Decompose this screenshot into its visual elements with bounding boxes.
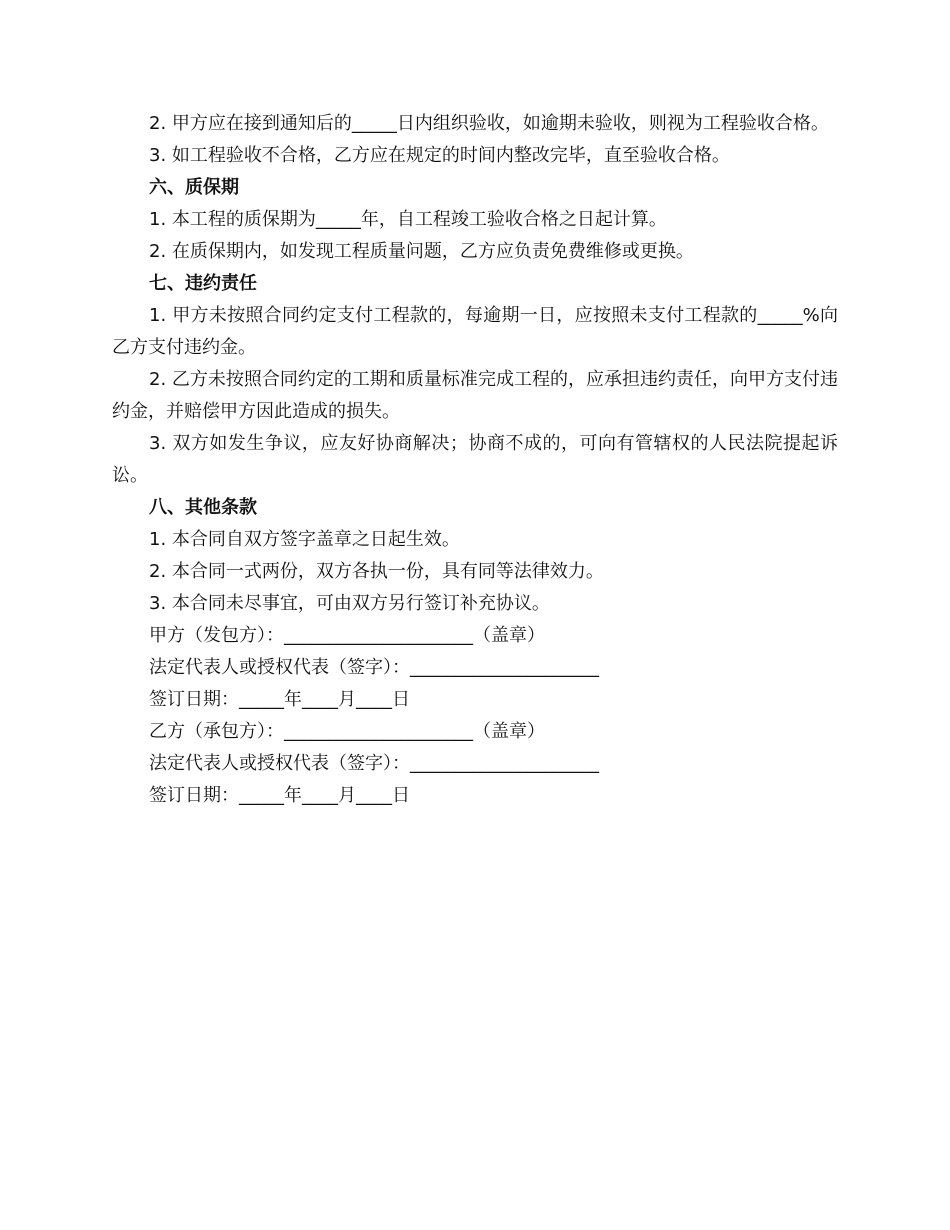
section-heading-other: 八、其他条款: [149, 497, 257, 518]
section-heading-warranty: 六、质保期: [149, 177, 239, 198]
clause-acceptance-failure: 3. 如工程验收不合格，乙方应在规定的时间内整改完毕，直至验收合格。: [149, 145, 730, 166]
signature-party-a-date: 签订日期：_____年____月____日: [149, 689, 410, 710]
clause-acceptance-deadline: 2. 甲方应在接到通知后的_____日内组织验收，如逾期未验收，则视为工程验收合格。: [149, 113, 829, 134]
signature-party-b-date: 签订日期：_____年____月____日: [149, 785, 410, 806]
contract-page: [112, 108, 838, 812]
clause-late-payment: 1. 甲方未按照合同约定支付工程款的，每逾期一日，应按照未支付工程款的_____%向乙方支付违约金。: [112, 305, 838, 358]
clause-effective: 1. 本合同自双方签字盖章之日起生效。: [149, 529, 460, 550]
signature-party-b-representative: 法定代表人或授权代表（签字）：_____________________: [149, 753, 599, 774]
clause-supplement: 3. 本合同未尽事宜，可由双方另行签订补充协议。: [149, 593, 550, 614]
clause-contractor-breach: 2. 乙方未按照合同约定的工期和质量标准完成工程的，应承担违约责任，向甲方支付违约金，并赔偿甲方因此造成的损失。: [112, 369, 838, 422]
signature-party-b: 乙方（承包方）：_____________________（盖章）: [149, 721, 545, 742]
section-heading-liability: 七、违约责任: [149, 273, 257, 294]
clause-warranty-period: 1. 本工程的质保期为_____年，自工程竣工验收合格之日起计算。: [149, 209, 667, 230]
signature-party-a: 甲方（发包方）：_____________________（盖章）: [149, 625, 545, 646]
signature-party-a-representative: 法定代表人或授权代表（签字）：_____________________: [149, 657, 599, 678]
clause-warranty-repair: 2. 在质保期内，如发现工程质量问题，乙方应负责免费维修或更换。: [149, 241, 694, 262]
clause-dispute: 3. 双方如发生争议，应友好协商解决；协商不成的，可向有管辖权的人民法院提起诉讼。: [112, 433, 838, 486]
clause-copies: 2. 本合同一式两份，双方各执一份，具有同等法律效力。: [149, 561, 604, 582]
